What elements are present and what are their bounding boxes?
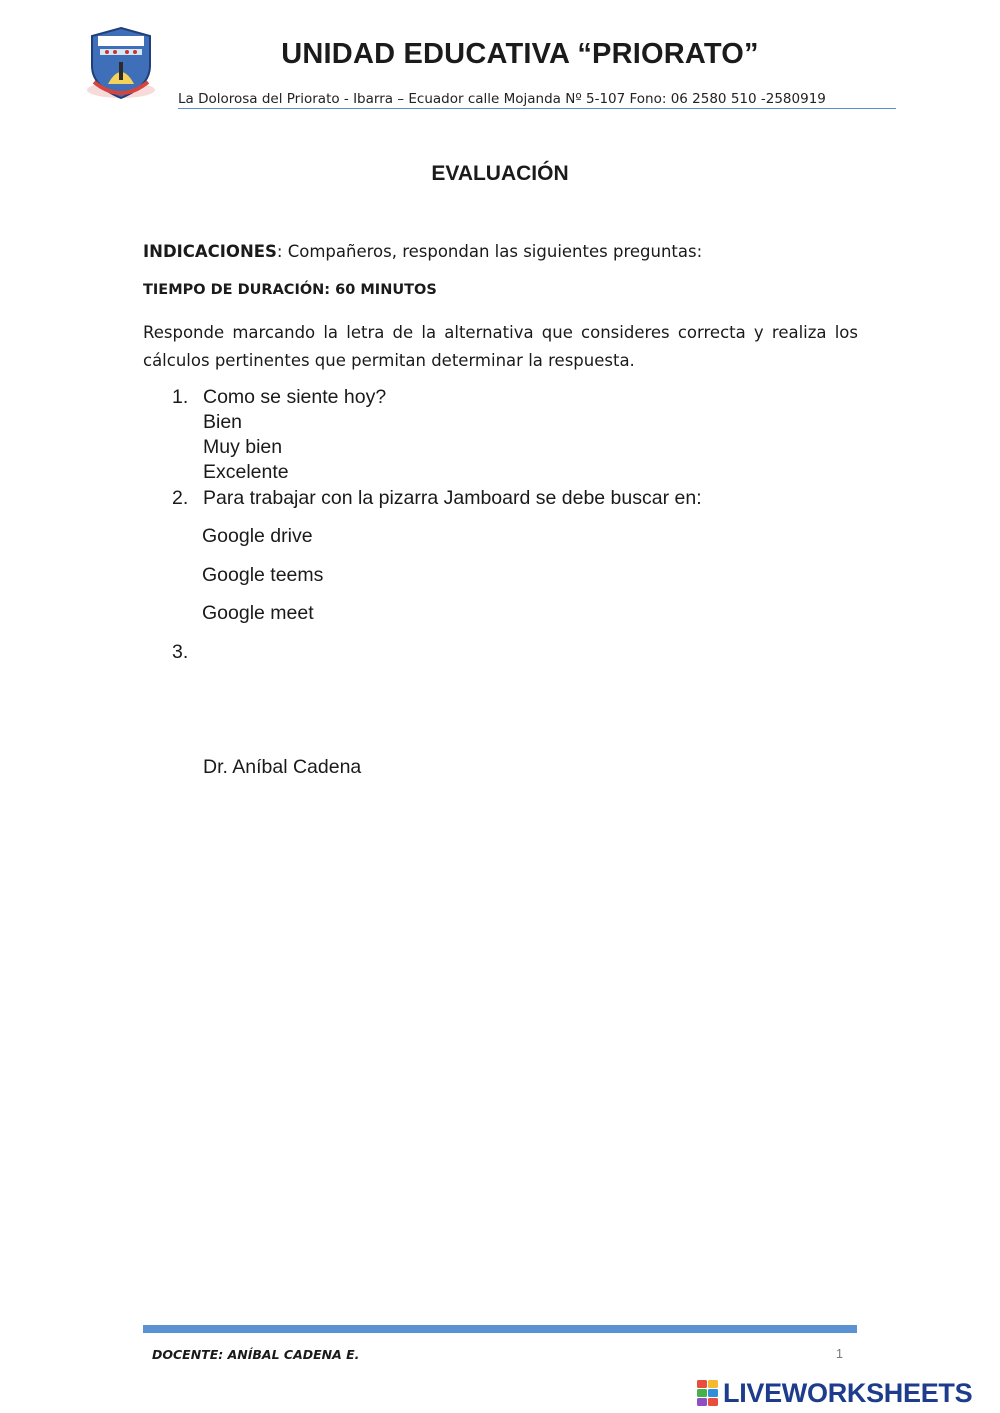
question-1-option-1[interactable]: Bien — [203, 411, 243, 433]
question-2-option-2[interactable]: Google teems — [202, 564, 324, 586]
indications-label: INDICACIONES — [143, 242, 277, 261]
question-3-number: 3. — [172, 641, 189, 663]
school-name: UNIDAD EDUCATIVA “PRIORATO” — [281, 38, 759, 70]
indications-text: : Compañeros, respondan las siguientes preguntas: — [276, 242, 703, 261]
question-1-text: Como se siente hoy? — [203, 386, 387, 408]
footer-teacher: DOCENTE: ANÍBAL CADENA E. — [152, 1347, 360, 1362]
question-1-option-3[interactable]: Excelente — [203, 461, 289, 483]
liveworksheets-logo-icon — [697, 1380, 719, 1406]
page-number: 1 — [836, 1347, 843, 1361]
school-crest-icon — [80, 24, 162, 102]
question-1-option-2[interactable]: Muy bien — [203, 436, 283, 458]
footer-bar — [143, 1325, 857, 1333]
question-1-number: 1. — [172, 386, 189, 408]
duration-text: TIEMPO DE DURACIÓN: 60 MINUTOS — [143, 282, 437, 298]
liveworksheets-brand[interactable] — [697, 1377, 972, 1409]
signature: Dr. Aníbal Cadena — [203, 756, 362, 778]
brand-text: LIVEWORKSHEETS — [723, 1377, 973, 1408]
indications — [143, 242, 702, 261]
question-2-number: 2. — [172, 487, 189, 509]
question-2-option-1[interactable]: Google drive — [202, 525, 313, 547]
page-title: EVALUACIÓN — [431, 162, 569, 185]
header-divider — [178, 108, 896, 109]
question-2-text: Para trabajar con la pizarra Jamboard se debe buscar en: — [203, 487, 702, 509]
question-2-option-3[interactable]: Google meet — [202, 602, 314, 624]
school-address: La Dolorosa del Priorato - Ibarra – Ecuador calle Mojanda Nº 5-107 Fono: 06 2580 510 -2580919 — [178, 91, 826, 107]
directions-text: Responde marcando la letra de la alternativa que consideres correcta y realiza los cálculos pertinentes que permitan determinar la respuesta. — [143, 323, 858, 370]
